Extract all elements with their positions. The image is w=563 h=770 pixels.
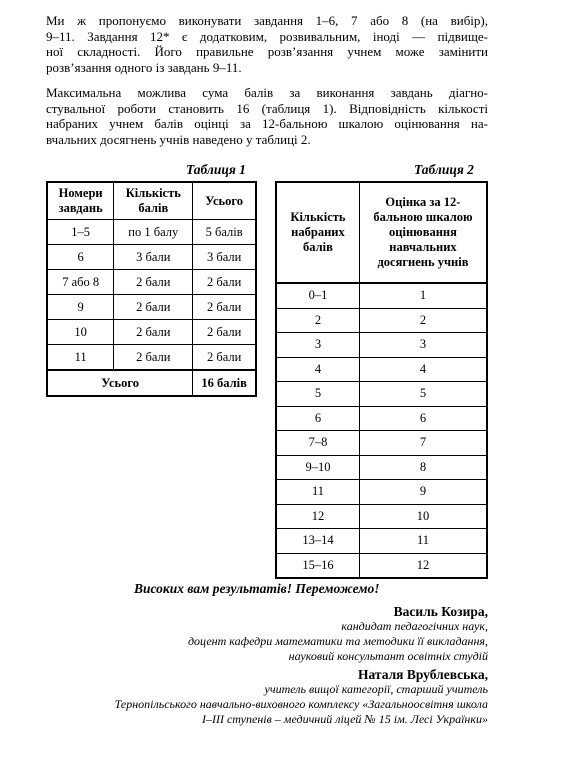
table-row: [47, 320, 256, 345]
table-cell: 3 бали: [114, 245, 193, 270]
table-cell: 13–14: [276, 529, 359, 554]
table-cell: 0–1: [276, 283, 359, 308]
table-total-row: [47, 370, 256, 396]
table-cell: 5 балів: [193, 220, 256, 245]
table-row: [47, 345, 256, 371]
scoring-line: вчальних досягнень учнів наведено у таблиці 2.: [46, 131, 311, 147]
table-cell: 10: [359, 504, 487, 529]
table-row: [276, 406, 487, 431]
table-cell: 11: [47, 345, 114, 371]
table-header-row: [47, 182, 256, 220]
table-cell: 1: [359, 283, 487, 308]
table-cell: 5: [359, 382, 487, 407]
table-row: [276, 308, 487, 333]
intro-line: Ми ж пропонуємо виконувати завдання 1–6, 7 або 8 (на вибір),: [46, 13, 488, 28]
table-row: [47, 245, 256, 270]
column-header-points-scored: Кількість набраних балів: [276, 182, 359, 283]
table-cell: 4: [359, 357, 487, 382]
table-cell: 11: [359, 529, 487, 554]
table-cell: 6: [359, 406, 487, 431]
table-cell: 2 бали: [114, 295, 193, 320]
total-label: Усього: [47, 370, 193, 396]
column-header-points: Кількість балів: [114, 182, 193, 220]
author-title-line: кандидат педагогічних наук,: [341, 619, 488, 633]
table-cell: 6: [276, 406, 359, 431]
scoring-line: набраних учнем балів оцінці за 12-бальною шкалою оцінювання на-: [46, 116, 488, 131]
scoring-paragraph: [46, 85, 488, 147]
table-row: [276, 504, 487, 529]
table-row: [47, 270, 256, 295]
intro-line: 9–11. Завдання 12* є додатковим, розвивальним, іноді — підвище-: [46, 28, 488, 44]
table-header-row: [276, 182, 487, 283]
table-cell: 8: [359, 455, 487, 480]
table2-caption: Таблиця 2: [414, 162, 474, 177]
table-cell: 2: [359, 308, 487, 333]
table-cell: 9–10: [276, 455, 359, 480]
column-header-task-numbers: Номери завдань: [47, 182, 114, 220]
author-title-line: учитель вищої категорії, старший учитель: [264, 682, 488, 696]
table-cell: 9: [359, 480, 487, 505]
table-cell: 9: [47, 295, 114, 320]
author-title-line: Тернопільського навчально-виховного комплексу «Загальноосвітня школа: [114, 697, 488, 711]
table-row: [47, 295, 256, 320]
table-cell: 3: [359, 333, 487, 358]
scoring-line: Максимальна можлива сума балів за виконання завдань діагно-: [46, 85, 488, 100]
table-row: [276, 382, 487, 407]
table-cell: 5: [276, 382, 359, 407]
table-cell: 12: [276, 504, 359, 529]
author-title-line: доцент кафедри математики та методики її викладання,: [187, 634, 488, 648]
table-cell: 10: [47, 320, 114, 345]
table-cell: 1–5: [47, 220, 114, 245]
signature-block: [115, 667, 488, 727]
intro-paragraph: [46, 13, 488, 75]
total-value: 16 балів: [193, 370, 256, 396]
table-cell: 7–8: [276, 431, 359, 456]
closing-wish: Високих вам результатів! Переможемо!: [134, 581, 380, 596]
signature-block: [188, 604, 488, 664]
table-row: [276, 480, 487, 505]
table-row: [276, 283, 487, 308]
table-cell: 4: [276, 357, 359, 382]
table-cell: 2 бали: [193, 270, 256, 295]
table-cell: 2 бали: [114, 345, 193, 371]
author-title-line: І–ІІІ ступенів – медичний ліцей № 15 ім. Лесі Українки»: [201, 712, 488, 726]
table-row: [276, 431, 487, 456]
table-cell: 2 бали: [193, 295, 256, 320]
table-cell: 6: [47, 245, 114, 270]
column-header-total: Усього: [193, 182, 256, 220]
table-row: [276, 529, 487, 554]
table-cell: 7 або 8: [47, 270, 114, 295]
table-cell: 11: [276, 480, 359, 505]
table-row: [276, 455, 487, 480]
table-cell: по 1 балу: [114, 220, 193, 245]
grade-conversion-table: [275, 181, 488, 579]
table-cell: 15–16: [276, 553, 359, 578]
table-row: [47, 220, 256, 245]
points-table: [46, 181, 257, 397]
table-cell: 2 бали: [193, 345, 256, 371]
table1-caption: Таблиця 1: [186, 162, 246, 177]
table-row: [276, 333, 487, 358]
intro-line: розв’язання одного із завдань 9–11.: [46, 59, 242, 75]
table-cell: 3 бали: [193, 245, 256, 270]
table-cell: 2 бали: [114, 270, 193, 295]
author-name: Василь Козира,: [393, 604, 488, 619]
author-name: Наталя Врублевська,: [358, 667, 488, 682]
intro-line: ної складності. Його правильне розв’язання учнем може замінити: [46, 44, 488, 59]
table-cell: 12: [359, 553, 487, 578]
scoring-line: стувальної роботи становить 16 (таблиця 1). Відповідність кількості: [46, 100, 488, 116]
table-cell: 2 бали: [193, 320, 256, 345]
table-cell: 2 бали: [114, 320, 193, 345]
author-title-line: науковий консультант освітніх студій: [288, 649, 488, 663]
table-cell: 2: [276, 308, 359, 333]
table-cell: 7: [359, 431, 487, 456]
table-row: [276, 357, 487, 382]
table-cell: 3: [276, 333, 359, 358]
column-header-grade: Оцінка за 12-бальною шкалою оцінювання навчальних досягнень учнів: [359, 182, 487, 283]
table-row: [276, 553, 487, 578]
